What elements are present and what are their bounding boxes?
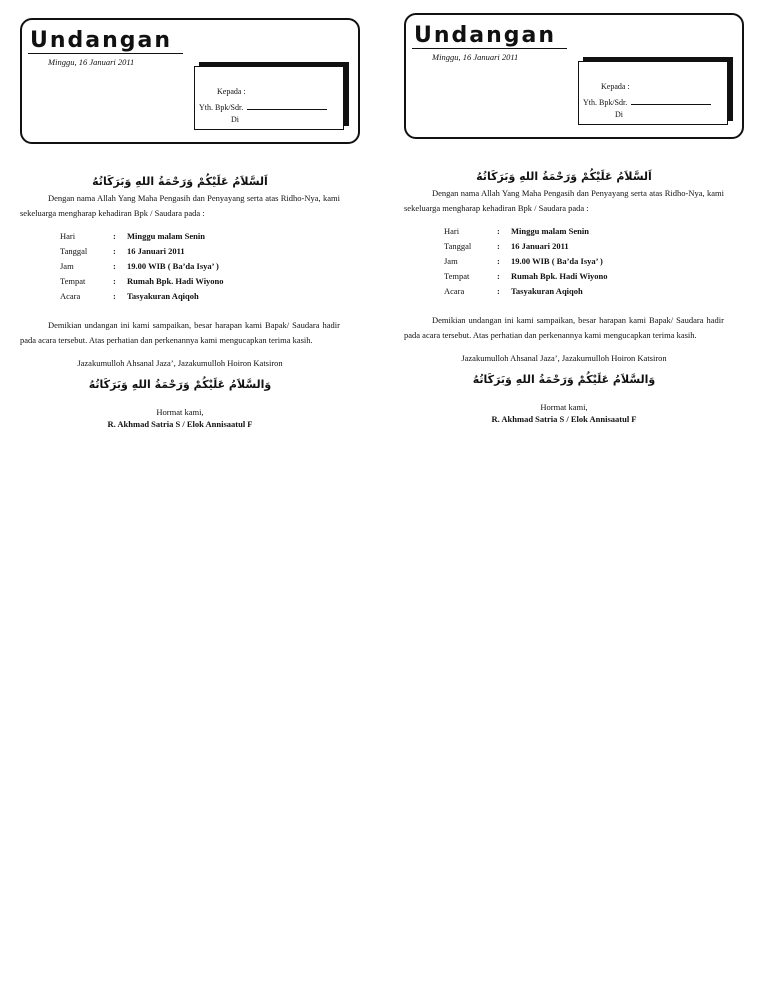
detail-value: Tasyakuran Aqiqoh [127,291,199,301]
detail-value: Rumah Bpk. Hadi Wiyono [127,276,224,286]
card-body [404,165,724,425]
intro-paragraph: Dengan nama Allah Yang Maha Pengasih dan Penyayang serta atas Ridho-Nya, kami sekeluarga mengharap kehadiran Bpk / Saudara pada : [404,188,724,213]
di-label: Di [615,110,623,119]
detail-row [60,229,224,244]
card-date: Minggu, 16 Januari 2011 [432,52,519,62]
detail-label: Tempat [60,276,86,286]
title-underline [412,48,567,49]
address-box [578,61,728,125]
recipient-blank [247,109,327,110]
card-title: Undangan [30,28,173,53]
title-underline [28,53,183,54]
detail-label: Tempat [444,271,470,281]
detail-row [60,274,224,289]
recipient-blank [631,104,711,105]
thanks-line: Jazakumulloh Ahsanal Jaza’, Jazakumulloh Hoiron Katsiron [77,358,283,368]
closing-paragraph: Demikian undangan ini kami sampaikan, besar harapan kami Bapak/ Saudara hadir pada acara tersebut. Atas perhatian dan perkenannya kami mengucapkan terima kasih. [20,320,340,345]
thanks-line: Jazakumulloh Ahsanal Jaza’, Jazakumulloh Hoiron Katsiron [461,353,667,363]
detail-row [444,284,608,299]
detail-row [444,224,608,239]
detail-colon: : [113,291,116,301]
detail-row [60,259,224,274]
detail-label: Hari [444,226,460,236]
yth-line [199,103,339,112]
event-details [444,224,608,299]
detail-value: Rumah Bpk. Hadi Wiyono [511,271,608,281]
detail-row [444,239,608,254]
detail-colon: : [113,231,116,241]
detail-row [60,244,224,259]
salam-closing: وَالسَّلاَمُ عَلَيْكُمْ وَرَحْمَةُ اللهِ وَبَرَكَاتُهُ [88,378,272,391]
detail-value: Minggu malam Senin [511,226,589,236]
detail-row [444,269,608,284]
detail-colon: : [497,256,500,266]
detail-label: Tanggal [444,241,472,251]
detail-colon: : [497,271,500,281]
detail-label: Tanggal [60,246,88,256]
signoff [404,401,724,425]
salam-opening: اَلسَّلاَمُ عَلَيْكُمْ وَرَحْمَةُ اللهِ وَبَرَكَاتُهُ [92,175,268,188]
hormat-label: Hormat kami, [540,402,588,412]
event-details [60,229,224,304]
address-box [194,66,344,130]
detail-label: Jam [60,261,74,271]
detail-colon: : [497,226,500,236]
card-title: Undangan [414,23,557,48]
card-header [404,13,744,139]
detail-label: Jam [444,256,458,266]
card-body [20,170,340,430]
signoff [20,406,340,430]
yth-line [583,98,723,107]
detail-value: 16 Januari 2011 [127,246,185,256]
yth-label: Yth. Bpk/Sdr. [583,98,628,107]
detail-colon: : [113,261,116,271]
detail-value: 19.00 WIB ( Ba’da Isya’ ) [127,261,219,271]
detail-colon: : [497,241,500,251]
intro-paragraph: Dengan nama Allah Yang Maha Pengasih dan Penyayang serta atas Ridho-Nya, kami sekeluarga mengharap kehadiran Bpk / Saudara pada : [20,193,340,218]
detail-colon: : [113,276,116,286]
detail-row [444,254,608,269]
detail-colon: : [113,246,116,256]
hormat-label: Hormat kami, [156,407,204,417]
detail-value: 16 Januari 2011 [511,241,569,251]
yth-label: Yth. Bpk/Sdr. [199,103,244,112]
salam-closing: وَالسَّلاَمُ عَلَيْكُمْ وَرَحْمَةُ اللهِ وَبَرَكَاتُهُ [472,373,656,386]
detail-value: 19.00 WIB ( Ba’da Isya’ ) [511,256,603,266]
detail-value: Tasyakuran Aqiqoh [511,286,583,296]
detail-colon: : [497,286,500,296]
di-label: Di [231,115,239,124]
closing-paragraph: Demikian undangan ini kami sampaikan, besar harapan kami Bapak/ Saudara hadir pada acara tersebut. Atas perhatian dan perkenannya kami mengucapkan terima kasih. [404,315,724,340]
host-names: R. Akhmad Satria S / Elok Annisaatul F [107,419,253,429]
detail-label: Acara [60,291,81,301]
detail-label: Acara [444,286,465,296]
host-names: R. Akhmad Satria S / Elok Annisaatul F [491,414,637,424]
card-header [20,18,360,144]
detail-value: Minggu malam Senin [127,231,205,241]
salam-opening: اَلسَّلاَمُ عَلَيْكُمْ وَرَحْمَةُ اللهِ وَبَرَكَاتُهُ [476,170,652,183]
kepada-label: Kepada : [217,87,246,96]
detail-label: Hari [60,231,76,241]
kepada-label: Kepada : [601,82,630,91]
card-date: Minggu, 16 Januari 2011 [48,57,135,67]
detail-row [60,289,224,304]
